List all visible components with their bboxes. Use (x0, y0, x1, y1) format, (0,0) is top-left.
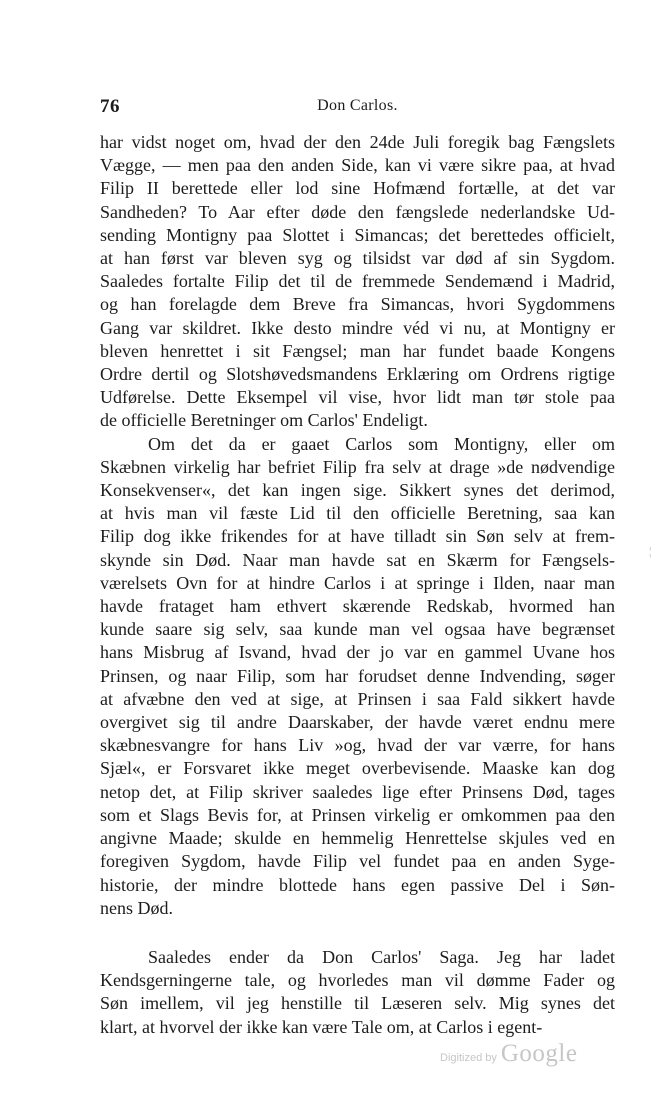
text-line: Prinsen, og naar Filip, som har forudset denne Indvending, søger (100, 665, 615, 686)
text-line: de officielle Beretninger om Carlos' Endeligt. (100, 410, 428, 431)
text-line: overgivet sig til andre Daarskaber, der havde været endnu mere (100, 712, 615, 733)
text-line: Filip II berettede eller lod sine Hofmænd fortælle, at det var (100, 178, 615, 199)
text-line: klart, at hvorvel der ikke kan være Tale om, at Carlos i egent- (100, 1016, 543, 1037)
text-line: Skæbnen virkelig har befriet Filip fra selv at drage »de nødvendige (100, 456, 615, 477)
text-line: skæbnesvangre for hans Liv »og, hvad der var værre, for hans (100, 735, 615, 756)
text-line: værelsets Ovn for at hindre Carlos i at springe i Ilden, naar man (100, 572, 615, 593)
google-watermark (440, 1040, 577, 1068)
page-header (100, 96, 615, 120)
google-logo: Google (500, 1040, 578, 1067)
text-line: Saaledes fortalte Filip det til de fremmede Sendemænd i Madrid, (100, 271, 615, 292)
text-line: Udførelse. Dette Eksempel vil vise, hvor lidt man tør stole paa (100, 387, 615, 408)
text-line: Om det da er gaaet Carlos som Montigny, eller om (148, 433, 615, 454)
text-line: at han først var bleven syg og tilsidst var død af sin Sygdom. (100, 248, 615, 269)
text-line: Vægge, — men paa den anden Side, kan vi være sikre paa, at hvad (100, 155, 615, 176)
text-line: Søn imellem, vil jeg henstille til Læseren selv. Mig synes det (100, 993, 615, 1014)
text-line: at hvis man vil fæste Lid til den officielle Beretning, saa kan (100, 503, 615, 524)
text-line: nens Død. (100, 897, 173, 918)
paragraph-1 (100, 131, 615, 433)
text-line: Filip dog ikke frikendes for at have tilladt sin Søn selv at frem- (100, 526, 615, 547)
text-line: Saaledes ender da Don Carlos' Saga. Jeg har ladet (148, 946, 615, 967)
text-line: Gang var skildret. Ikke desto mindre véd vi nu, at Montigny er (100, 317, 615, 338)
text-line: hans Misbrug af Isvand, hvad der jo var en gammel Uvane hos (100, 642, 615, 663)
text-line: netop det, at Filip skriver saaledes lige efter Prinsens Død, tages (100, 781, 615, 802)
text-line: foregiven Sygdom, havde Filip vel fundet paa en anden Syge- (100, 851, 615, 872)
watermark-prefix: Digitized by (440, 1052, 497, 1064)
text-line: Sandheden? To Aar efter døde den fængslede nederlandske Ud- (100, 201, 615, 222)
text-line: havde frataget ham ethvert skærende Redskab, hvormed han (100, 596, 615, 617)
text-line: har vidst noget om, hvad der den 24de Juli foregik bag Fængslets (100, 132, 615, 152)
paragraph-2 (100, 433, 615, 920)
text-line: kunde saare sig selv, saa kunde man vel ogsaa have begrænset (100, 619, 615, 640)
page-number: 76 (100, 96, 120, 117)
text-line: angivne Maade; skulde en hemmelig Henrettelse skjules ved en (100, 828, 615, 849)
paragraph-3 (100, 946, 615, 1039)
text-line: at afvæbne den ved at sige, at Prinsen i saa Fald sikkert havde (100, 688, 615, 709)
text-line: Kendsgerningerne tale, og hvorledes man vil dømme Fader og (100, 970, 615, 991)
text-line: sending Montigny paa Slottet i Simancas; det berettedes officielt, (100, 224, 615, 245)
paragraph-gap (100, 920, 615, 946)
text-line: som et Slags Bevis for, at Prinsen virkelig er omkommen paa den (100, 804, 615, 825)
text-line: Sjæl«, er Forsvaret ikke meget overbevisende. Maaske kan dog (100, 758, 615, 779)
margin-mark: ¦ (649, 544, 652, 558)
running-title: Don Carlos. (317, 97, 398, 114)
text-line: Ordre dertil og Slotshøvedsmandens Erklæring om Ordrens rigtige (100, 364, 615, 385)
text-line: Konsekvenser«, det kan ingen sige. Sikkert synes det derimod, (100, 480, 615, 501)
text-line: skynde sin Død. Naar man havde sat en Skærm for Fængsels- (100, 549, 615, 570)
text-line: og han forelagde dem Breve fra Simancas, hvori Sygdommens (100, 294, 615, 315)
text-line: bleven henrettet i sit Fængsel; man har fundet baade Kongens (100, 340, 615, 361)
body-text (100, 131, 615, 1039)
text-line: historie, der mindre blottede hans egen passive Del i Søn- (100, 874, 615, 895)
